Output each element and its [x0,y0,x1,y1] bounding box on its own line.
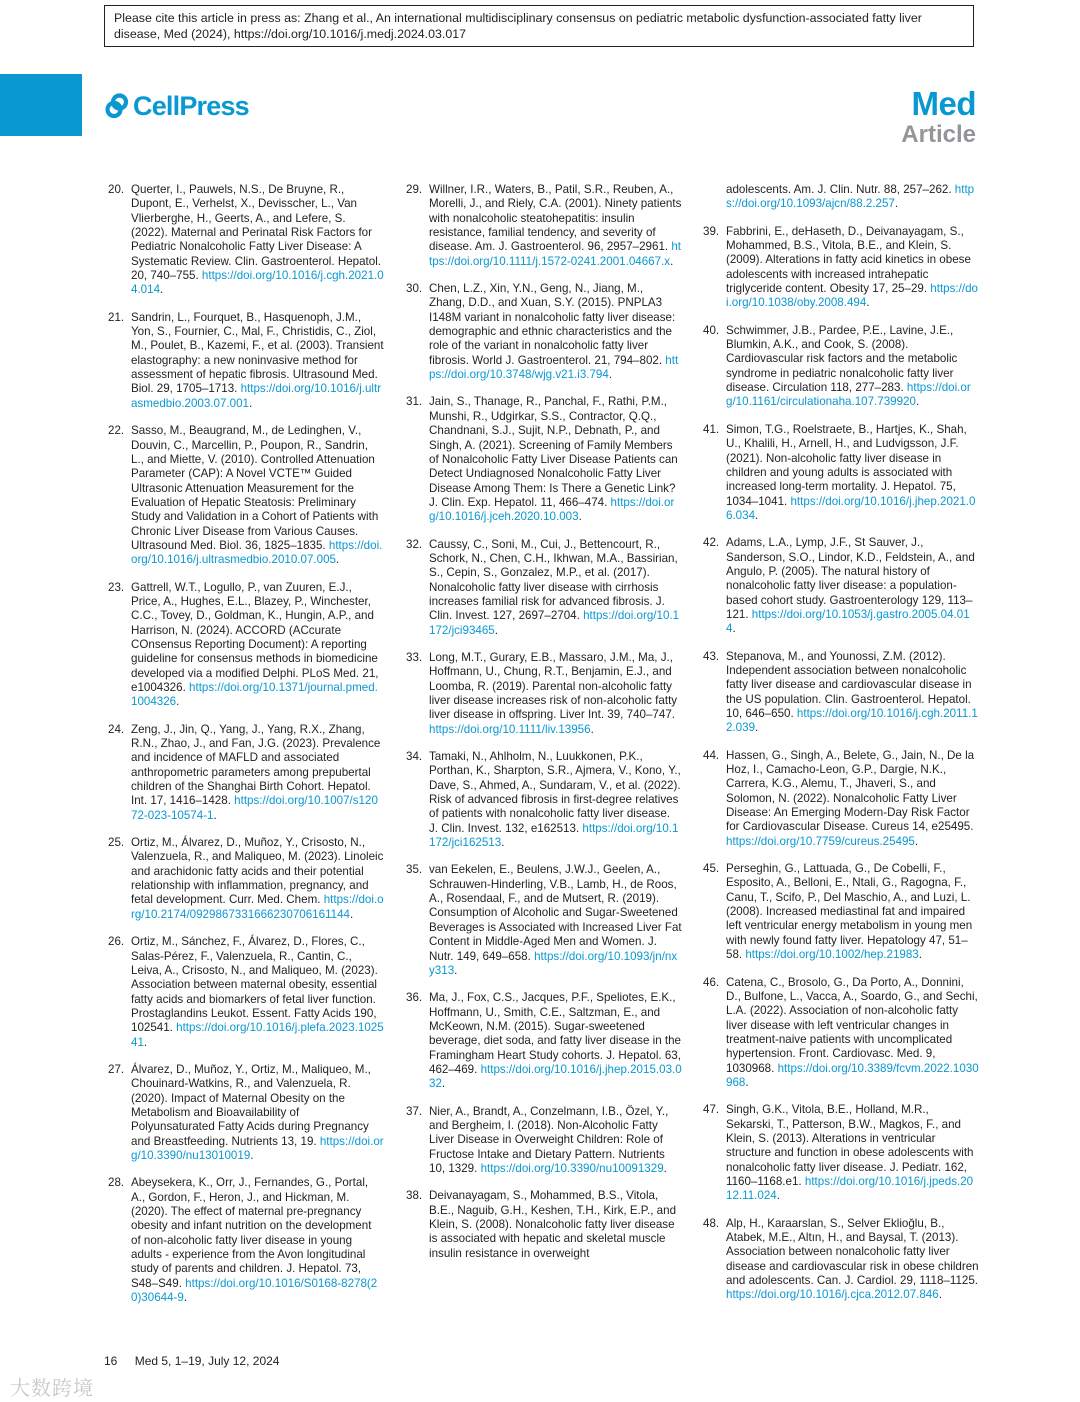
journal-header [901,86,976,148]
reference-item [406,750,682,850]
reference-item [406,651,682,737]
reference-body [726,183,979,212]
reference-body [726,749,979,849]
reference-body [131,836,384,922]
reference-text: Jain, S., Thanage, R., Panchal, F., Rathi, P.M., Munshi, R., Udgirkar, S.S., Contractor, Q.Q., Chandnani, S.J., Sujit, N.P., Debnath, P., and Singh, A. (2021). Screening of Family Members of Nonalcoholic Fatty Liver Disease Patients can Detect Undiagnosed Nonalcoholic Fatty Liver Disease Among Them: Is There a Genetic Link? J. Clin. Exp. Hepatol. 11, 466–474. [429,395,678,509]
reference-item [108,581,384,710]
reference-end-punct: . [143,1035,148,1049]
reference-end-punct: . [350,907,354,921]
brand-color-tab [0,74,82,136]
reference-item [703,1217,979,1303]
reference-text: Chen, L.Z., Xin, Y.N., Geng, N., Jiang, M., Zhang, D.D., and Xuan, S.Y. (2015). PNPLA3 I148M variant in nonalcoholic fatty liver disease: demographic and ethnic characteristics and the role of the variant in nonalcoholic fatty liver fibrosis. World J. Gastroenterol. 21, 794–802. [429,282,676,367]
doi-link[interactable]: https://doi.org/10.1161/circulationaha.107.739920 [726,381,971,409]
reference-end-punct: . [176,695,180,709]
reference-number: 28. [108,1176,125,1190]
reference-number: 36. [406,991,423,1005]
doi-link[interactable]: https://doi.org/10.1093/jn/nxy313 [429,949,678,977]
reference-end-punct: . [732,622,736,636]
reference-body [429,750,682,850]
reference-text: Fabbrini, E., deHaseth, D., Deivanayagam, S., Mohammed, B.S., Vitola, B.E., and Klein, S. (2009). Alterations in fatty acid kinetics in obese adolescents with increased intrahepatic triglyceride content. Obesity 17, 25–29. [726,224,971,296]
doi-link[interactable]: https://doi.org/10.1038/oby.2008.494 [726,282,978,310]
watermark-text: 大数跨境 [10,1378,94,1400]
reference-number: 41. [703,422,720,436]
reference-end-punct: . [183,1291,188,1305]
reference-item [406,282,682,382]
reference-item [703,324,979,410]
reference-number: 32. [406,537,423,551]
reference-number: 43. [703,649,720,663]
cellpress-logo-icon [104,93,130,119]
reference-text: Ortiz, M., Álvarez, D., Muñoz, Y., Crisosto, N., Valenzuela, R., and Maliqueo, M. (2023). Linoleic and arachidonic fatty acids and their potential relationship with inflammation, pregnancy, and fetal development. Curr. Med. Chem. [131,836,384,907]
reference-body [726,862,979,962]
doi-link[interactable]: https://doi.org/10.1016/j.ultrasmedbio.2010.07.005 [131,538,383,567]
reference-text: Perseghin, G., Lattuada, G., De Cobelli, F., Esposito, A., Belloni, E., Ntali, G., Ragogna, F., Canu, T., Scifo, P., Del Maschio, A., and Luzi, L. (2008). Increased mediastinal fat and impaired left ventricular energy metabolism in young men with newly found fatty liver. Hepatology 47, 51–58. [726,862,973,962]
reference-item [108,424,384,567]
reference-item [406,1105,682,1177]
reference-body [429,863,682,978]
cellpress-logo-text: CellPress [133,90,249,121]
reference-item [108,1176,384,1305]
reference-number: 39. [703,224,720,238]
reference-text: Singh, G.K., Vitola, B.E., Holland, M.R., Sekarski, T., Patterson, B.W., Magkos, F., and Klein, S. (2013). Alterations in ventricular structure and function in obese adolescents with nonalcoholic fatty liver disease. J. Pediatr. 162, 1160–1168.e1. [726,1103,974,1188]
doi-link[interactable]: https://doi.org/10.1172/jci93465 [429,609,680,637]
doi-link[interactable]: https://doi.org/10.1093/ajcn/88.2.257 [726,183,975,211]
reference-item [703,225,979,311]
article-type: Article [901,121,976,148]
doi-link[interactable]: https://doi.org/10.1016/S0168-8278(20)30644-9 [131,1276,378,1305]
reference-text: Querter, I., Pauwels, N.S., De Bruyne, R., Dupont, E., Verhelst, X., Devisscher, L., Van Vlierberghe, H., Geerts, A., and Lefere, S. (2022). Maternal and Perinatal Risk Factors for Pediatric Nonalcoholic Fatty Liver Disease: A Systematic Review. Clin. Gastroenterol. Hepatol. 20, 740–755. [131,183,382,283]
reference-number: 30. [406,282,423,296]
page-footer [104,1354,293,1368]
reference-end-punct: . [578,510,582,524]
reference-body [429,538,682,638]
reference-end-punct: . [454,963,458,977]
reference-number: 29. [406,183,423,196]
reference-text: Schwimmer, J.B., Pardee, P.E., Lavine, J.E., Blumkin, A.K., and Cook, S. (2008). Cardiovascular risk factors and the metabolic syndrome in pediatric nonalcoholic fatty liver disease. Circulation 118, 277–283. [726,323,958,395]
reference-text: Stepanova, M., and Younossi, Z.M. (2012). Independent association between nonalcoholic fatty liver disease and cardiovascular disease in the US population. Clin. Gastroenterol. Hepatol. 10, 646–650. [726,649,972,720]
reference-item [108,183,384,298]
reference-text: Álvarez, D., Muñoz, Y., Ortiz, M., Maliqueo, M., Chouinard-Watkins, R., and Valenzuela, R. (2020). Impact of Maternal Obesity on the Metabolism and Bioavailability of Polyunsaturated Fatty Acids during Pregnancy and Breastfeeding. Nutrients 13, 19. [131,1062,371,1148]
reference-text: Abeysekera, K., Orr, J., Fernandes, G., Portal, A., Gordon, F., Heron, J., and Hickman, M. (2020). The effect of maternal pre-pregnancy obesity and infant nutrition on the development of non-alcoholic fatty liver disease in young adults - experience from the Avon longitudinal study of parents and children. J. Hepatol. 73, S48–S49. [131,1176,372,1290]
reference-body [429,183,682,269]
reference-item [406,991,682,1091]
issue-info: Med 5, 1–19, July 12, 2024 [134,1354,280,1368]
reference-body [726,1103,979,1203]
doi-link[interactable]: https://doi.org/10.3390/nu13010019 [131,1134,384,1162]
reference-body [429,1189,682,1261]
reference-item [703,536,979,636]
reference-number: 40. [703,323,720,337]
reference-number: 47. [703,1103,720,1117]
reference-body [131,723,384,823]
reference-end-punct: . [938,1288,942,1302]
doi-link[interactable]: https://doi.org/10.1016/j.cgh.2011.12.039 [726,707,978,735]
reference-number: 38. [406,1189,423,1203]
reference-number: 27. [108,1062,125,1076]
reference-text: Gattrell, W.T., Logullo, P., van Zuuren, E.J., Price, A., Hughes, E.L., Blazey, P., Winchester, C.C., Tovey, D., Goldman, K., Hungin, A.P., and Harrison, N. (2024). ACCORD (ACcurate COnsensus Reporting Document): A reporting guideline for consensus methods in biomedicine developed via a modified Delphi. PLoS Med. 21, e1004326. [131,580,379,694]
reference-item [703,1103,979,1203]
page-number: 16 [104,1354,118,1368]
reference-text: adolescents. Am. J. Clin. Nutr. 88, 257–262. [726,183,955,196]
reference-number: 25. [108,836,125,850]
reference-number: 45. [703,862,720,876]
reference-end-punct: . [866,296,870,310]
doi-link[interactable]: https://doi.org/10.3748/wjg.v21.i3.794 [429,353,679,382]
reference-body [726,1217,979,1303]
reference-number: 35. [406,863,423,877]
reference-end-punct: . [894,197,899,211]
reference-number: 34. [406,750,423,764]
reference-body [131,424,384,567]
doi-link[interactable]: https://doi.org/10.1016/j.cgh.2021.04.014 [131,269,384,297]
reference-text: Sandrin, L., Fourquet, B., Hasquenoph, J.M., Yon, S., Fournier, C., Mal, F., Christidis, C., Ziol, M., Poulet, B., Kazemi, F., et al. (2003). Transient elastography: a new noninvasive method for assessment of hepatic fibrosis. Ultrasound Med. Biol. 29, 1705–1713. [131,310,384,396]
doi-link[interactable]: https://doi.org/10.3390/nu10091329 [480,1161,664,1175]
reference-end-punct: . [501,836,505,850]
reference-item [108,935,384,1050]
reference-end-punct: . [160,283,164,297]
doi-link[interactable]: https://doi.org/10.1053/j.gastro.2005.04.014 [726,607,970,636]
reference-item [406,183,682,269]
reference-body [726,324,979,410]
reference-end-punct: . [755,508,759,522]
watermark [10,1372,94,1401]
reference-item [108,836,384,922]
journal-name: Med [911,85,976,122]
reference-text: Catena, C., Brosolo, G., Da Porto, A., Donnini, D., Bulfone, L., Vacca, A., Soardo, G., and Sechi, L.A. (2022). Association of non-alcoholic fatty liver disease with left ventricular changes in treatment-naive patients with uncomplicated hypertension. Front. Cardiovasc. Med. 9, 1030968. [726,975,978,1075]
reference-number: 46. [703,975,720,989]
reference-body [131,581,384,710]
reference-number: 21. [108,310,125,324]
reference-text: Caussy, C., Soni, M., Cui, J., Bettencourt, R., Schork, N., Chen, C.H., Ikhwan, M.A., Bassirian, S., Cepin, S., Gonzalez, M.P., et al. (2017). Nonalcoholic fatty liver disease with cirrhosis increases familial risk for advanced fibrosis. J. Clin. Invest. 127, 2697–2704. [429,537,678,623]
reference-end-punct: . [670,254,674,268]
doi-link[interactable]: https://doi.org/10.7759/cureus.25495 [726,834,915,848]
reference-body [429,1105,682,1177]
reference-item [108,311,384,411]
reference-end-punct: . [915,395,920,409]
reference-text: Zeng, J., Jin, Q., Yang, J., Yang, R.X., Zhang, R.N., Zhao, J., and Fan, J.G. (2023). Prevalence and incidence of MAFLD and associated anthropometric parameters among prepubertal children of the Shanghai Birth Cohort. Hepatol. Int. 17, 1416–1428. [131,722,381,808]
reference-item [406,863,682,978]
references-column-1 [108,183,384,1318]
reference-end-punct: . [441,1077,446,1091]
reference-text: Ma, J., Fox, C.S., Jacques, P.F., Speliotes, E.K., Hoffmann, U., Smith, C.E., Saltzman, E., and McKeown, N.M. (2015). Sugar-sweetened beverage, diet soda, and fatty liver disease in the Framingham Heart Study cohorts. J. Hepatol. 63, 462–469. [429,991,681,1076]
reference-body [429,991,682,1091]
reference-item [108,723,384,823]
reference-item [703,650,979,736]
doi-link[interactable]: https://doi.org/10.1016/j.ultrasmedbio.2003.07.001 [131,382,382,410]
reference-body [429,651,682,737]
reference-body [131,935,384,1050]
reference-text: Long, M.T., Gurary, E.B., Massaro, J.M., Ma, J., Hoffmann, U., Chung, R.T., Benjamin, E.J., and Loomba, R. (2019). Parental non-alcoholic fatty liver disease increases risk of non-alcoholic fatty liver disease in offspring. Liver Int. 39, 740–747. [429,650,678,722]
reference-end-punct: . [608,368,613,382]
reference-body [429,395,682,524]
reference-text: Willner, I.R., Waters, B., Patil, S.R., Reuben, A., Morelli, J., and Riely, C.A. (2001). Ninety patients with nonalcoholic steatohepatitis: insulin resistance, familial tendency, and severity of disease. Am. J. Gastroenterol. 96, 2957–2961. [429,183,682,254]
doi-link[interactable]: https://doi.org/10.3389/fcvm.2022.1030968 [726,1061,979,1089]
reference-body [726,976,979,1091]
reference-number: 48. [703,1216,720,1230]
reference-text: Adams, L.A., Lymp, J.F., St Sauver, J., Sanderson, S.O., Lindor, K.D., Feldstein, A., and Angulo, P. (2005). The natural history of nonalcoholic fatty liver disease: a population-based cohort study. Gastroenterology 129, 113–121. [726,536,975,621]
reference-number: 42. [703,536,720,550]
reference-body [131,1176,384,1305]
reference-body [726,650,979,736]
reference-end-punct: . [250,1148,254,1162]
reference-end-punct: . [663,1161,667,1175]
reference-text: Deivanayagam, S., Mohammed, B.S., Vitola, B.E., Naguib, G.H., Keshen, T.H., Kirk, E.P., and Klein, S. (2008). Nonalcoholic fatty liver disease is associated with hepatic and skeletal muscle insulin resistance in overweight [429,1189,677,1260]
reference-number: 26. [108,935,125,949]
reference-number: 33. [406,650,423,664]
reference-item [406,395,682,524]
cellpress-logo[interactable] [104,90,249,122]
doi-link[interactable]: https://doi.org/10.1016/j.plefa.2023.102541 [131,1021,384,1049]
doi-link[interactable]: https://doi.org/10.1172/jci162513 [429,821,679,850]
doi-link[interactable]: https://doi.org/10.1016/j.jhep.2015.03.032 [429,1062,682,1091]
doi-link[interactable]: https://doi.org/10.1016/j.cjca.2012.07.846 [726,1288,939,1302]
reference-text: Hassen, G., Singh, A., Belete, G., Jain, N., De la Hoz, I., Camacho-Leon, G.P., Dargie, N.K., Carrera, K.G., Alemu, T., Jhaveri, S., and Solomon, N. (2022). Nonalcoholic Fatty Liver Disease: An Emerging Modern-Day Risk Factor for Cardiovascular Disease. Cureus 14, e25495. [726,748,975,834]
reference-number: 31. [406,395,423,409]
doi-link[interactable]: https://doi.org/10.1007/s12072-023-10574-1 [131,794,378,822]
reference-body [429,282,682,382]
doi-link[interactable]: https://doi.org/10.1371/journal.pmed.1004326 [131,681,378,709]
doi-link[interactable]: https://doi.org/10.2174/0929867331666230706161144 [131,893,384,921]
reference-end-punct: . [213,808,217,822]
reference-text: Sasso, M., Beaugrand, M., de Ledinghen, V., Douvin, C., Marcellin, P., Poupon, R., Sandrin, L., and Miette, V. (2010). Controlled Attenuation Parameter (CAP): A Novel VCTE™ Guided Ultrasonic Attenuation Measurement for the Evaluation of Hepatic Steatosis: Preliminary Study and Validation in a Cohort of Patients with Chronic Liver Disease from Various Causes. Ultrasound Med. Biol. 36, 1825–1835. [131,424,379,552]
doi-link[interactable]: https://doi.org/10.1016/j.jhep.2021.06.034 [726,494,976,522]
reference-number: 22. [108,424,125,438]
reference-end-punct: . [755,721,759,735]
citation-box [104,5,974,47]
reference-number: 24. [108,722,125,736]
doi-link[interactable]: https://doi.org/10.1016/j.jceh.2020.10.003 [429,495,675,524]
reference-end-punct: . [745,1075,749,1089]
reference-end-punct: . [590,722,594,736]
reference-text: van Eekelen, E., Beulens, J.W.J., Geelen, A., Schrauwen-Hinderling, V.B., Lamb, H., de Roos, A., Rosendaal, F., and de Mutsert, R. (2019). Consumption of Alcoholic and Sugar-Sweetened Beverages is Associated with Increased Liver Fat Content in Middle-Aged Men and Women. J. Nutr. 149, 649–658. [429,863,682,963]
doi-link[interactable]: https://doi.org/10.1111/liv.13956 [429,722,591,736]
references-column-2 [406,183,682,1274]
reference-body [726,536,979,636]
doi-link[interactable]: https://doi.org/10.1002/hep.21983 [745,948,919,962]
reference-text: Nier, A., Brandt, A., Conzelmann, I.B., Özel, Y., and Bergheim, I. (2018). Non-Alcoholic Fatty Liver Disease in Overweight Children: Role of Fructose Intake and Dietary Pattern. Nutrients 10, 1329. [429,1104,669,1175]
reference-text: Tamaki, N., Ahlholm, N., Luukkonen, P.K., Porthan, K., Sharpton, S.R., Ajmera, V., Kono, Y., Dave, S., Ahmed, A., Sundaram, V., et al. (2022). Risk of advanced fibrosis in first-degree relatives of patients with nonalcoholic fatty liver disease. J. Clin. Invest. 132, e162513. [429,750,681,835]
reference-body [131,1063,384,1163]
reference-number: 23. [108,580,125,594]
reference-end-punct: . [918,948,922,962]
reference-body [131,183,384,298]
reference-text: Alp, H., Karaarslan, S., Selver Eklioğlu, B., Atabek, M.E., Altın, H., and Baysal, T. (2013). Association between nonalcoholic fatty liver disease and cardiovascular risk in obese children and adolescents. Can. J. Cardiol. 29, 1118–1125. [726,1216,979,1288]
reference-number: 44. [703,748,720,762]
reference-item [406,1189,682,1261]
reference-item [703,976,979,1091]
reference-body [726,225,979,311]
doi-link[interactable]: https://doi.org/10.1016/j.jpeds.2012.11.024 [726,1174,974,1203]
reference-end-punct: . [914,834,919,848]
reference-text: Simon, T.G., Roelstraete, B., Hartjes, K., Shah, U., Khalili, H., Arnell, H., and Ludvigsson, J.F. (2021). Non-alcoholic fatty liver disease in children and young adults is associated with increased long-term mortality. J. Hepatol. 75, 1034–1041. [726,422,967,508]
reference-number: 37. [406,1104,423,1118]
reference-item [703,862,979,962]
references-column-3 [703,183,979,1316]
reference-text: Ortiz, M., Sánchez, F., Álvarez, D., Flores, C., Salas-Pérez, F., Valenzuela, R., Cantin, C., Leiva, A., Crisosto, N., and Maliqueo, M. (2023). Association between maternal obesity, essential fatty acids and biomarkers of fetal liver function. Prostaglandins Leukot. Essent. Fatty Acids 190, 102541. [131,935,378,1035]
reference-item [703,423,979,523]
reference-end-punct: . [494,623,498,637]
reference-body [131,311,384,411]
reference-item [108,1063,384,1163]
reference-number: 20. [108,183,125,196]
reference-item [406,538,682,638]
reference-body [726,423,979,523]
reference-end-punct: . [776,1189,780,1203]
reference-item [703,749,979,849]
doi-link[interactable]: https://doi.org/10.1111/j.1572-0241.2001.04667.x [429,240,682,268]
citation-text: Please cite this article in press as: Zhang et al., An international multidisciplinary consensus on pediatric metabolic dysfunction-associated fatty liver disease, Med (2024), https://doi.org/10.1016/j.medj.2024.03.017 [114,11,922,41]
reference-end-punct: . [248,396,253,410]
reference-end-punct: . [335,553,340,567]
reference-item [703,183,979,212]
